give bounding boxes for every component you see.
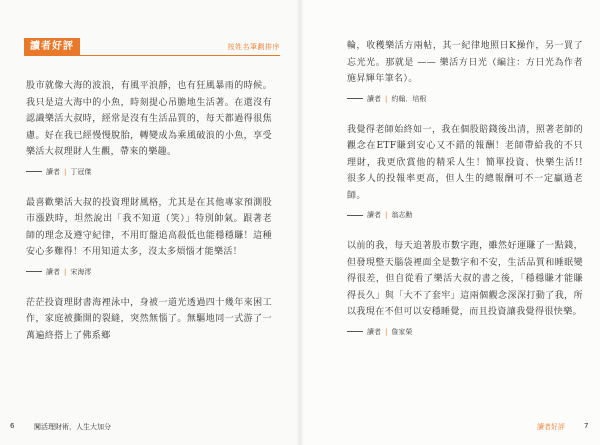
- signature-label: 讀者: [46, 267, 60, 276]
- signature-separator: |: [385, 94, 388, 103]
- signature-label: 讀者: [367, 211, 381, 219]
- signature-label: 讀者: [367, 327, 381, 336]
- review-signature: [347, 208, 583, 222]
- signature-dash: [26, 271, 42, 272]
- signature-dash: [347, 215, 363, 216]
- signature-name: 詹家榮: [391, 327, 413, 336]
- right-page: [300, 0, 600, 445]
- review-signature: [347, 325, 583, 339]
- page-number: 7: [584, 422, 589, 430]
- signature-name: 丁冠傑: [70, 167, 92, 176]
- signature-dash: [347, 98, 363, 99]
- review-text: 最喜歡樂活大叔的投資理財風格，尤其是在其他專家預測股市漲跌時，坦然說出「我不知道（笑）」特別帥氣。跟著老師的理念及遵守紀律，不用盯盤追高殺低也能穩穩賺！這種安心多難得！不用知道太多，沒太多煩惱才能樂活！: [26, 197, 272, 257]
- running-footer-title: 讀者好評: [537, 423, 565, 431]
- right-page-content: [347, 38, 583, 355]
- signature-separator: |: [385, 211, 388, 219]
- signature-separator: |: [64, 167, 67, 176]
- review-text: 茫茫投資理財書海裡泳中，身被一道光透過四十幾年來困工作，家庭被撕開的裂縫，突然無惱了。無驅地同一式游了一萬遍終搭上了佛系鄉: [26, 297, 272, 341]
- signature-name: 宋海澪: [70, 267, 92, 276]
- signature-dash: [347, 331, 363, 332]
- signature-label: 讀者: [46, 167, 60, 176]
- signature-dash: [26, 171, 42, 172]
- signature-separator: |: [64, 267, 67, 276]
- review-signature: [26, 165, 272, 179]
- review-text: 我覺得老師始終如一，我在個股賠錢後出清，照著老師的觀念在ETF賺到安心又不錯的報酬！老師帶給我的不只理財，我更欣賞他的精采人生！簡單投資、快樂生活!! 很多人的投報率更高，但人生的總報酬可不一定贏過老師。: [347, 124, 583, 201]
- review-text: 輪，收穫樂活方兩帖，其一紀律地照日K操作，另一買了忘光光。那就是 —— 樂活方日光（編注：方日光為作者施昇輝年筆名）。: [347, 41, 583, 84]
- running-footer-title: 闖活理財術，人生大加分: [34, 423, 111, 431]
- section-tag: 讀者好評: [24, 38, 80, 56]
- left-page-content: [26, 78, 272, 344]
- review-text: 股市就像大海的波浪，有風平浪靜，也有狂風暴雨的時候。我只是這大海中的小魚，時刻提心吊膽地生活著。在還沒有認識樂活大叔時，經常是沒有生活品質的，每天都過得很焦慮。好在我已經慢慢脫胎，轉變成為乘風破浪的小魚，享受樂活大叔理財人生觀，帶來的樂趣。: [26, 81, 272, 157]
- signature-separator: |: [385, 327, 388, 336]
- signature-name: 約翰．培根: [391, 94, 427, 103]
- signature-label: 讀者: [367, 94, 381, 103]
- page-number: 6: [10, 422, 15, 430]
- signature-name: 翁志勳: [391, 211, 413, 219]
- review-text: 以前的我，每天追著股市數字跑，雖然好運賺了一點錢，但發現整天腦袋裡面全是數字和不安，生活品質和睡眠變得很差，但自從看了樂活大叔的書之後，「穩穩賺才能賺得長久」與「大不了套牢」這兩個觀念深深打動了我，所以我現在不但可以安穩睡覺，而且投資讓我覺得很快樂。: [347, 241, 583, 317]
- review-signature: [347, 92, 583, 106]
- review-signature: [26, 265, 272, 279]
- section-header: [24, 38, 280, 56]
- header-rule: [24, 55, 280, 56]
- page-gutter: [296, 0, 304, 445]
- header-note: 按姓名筆劃排序: [227, 43, 280, 51]
